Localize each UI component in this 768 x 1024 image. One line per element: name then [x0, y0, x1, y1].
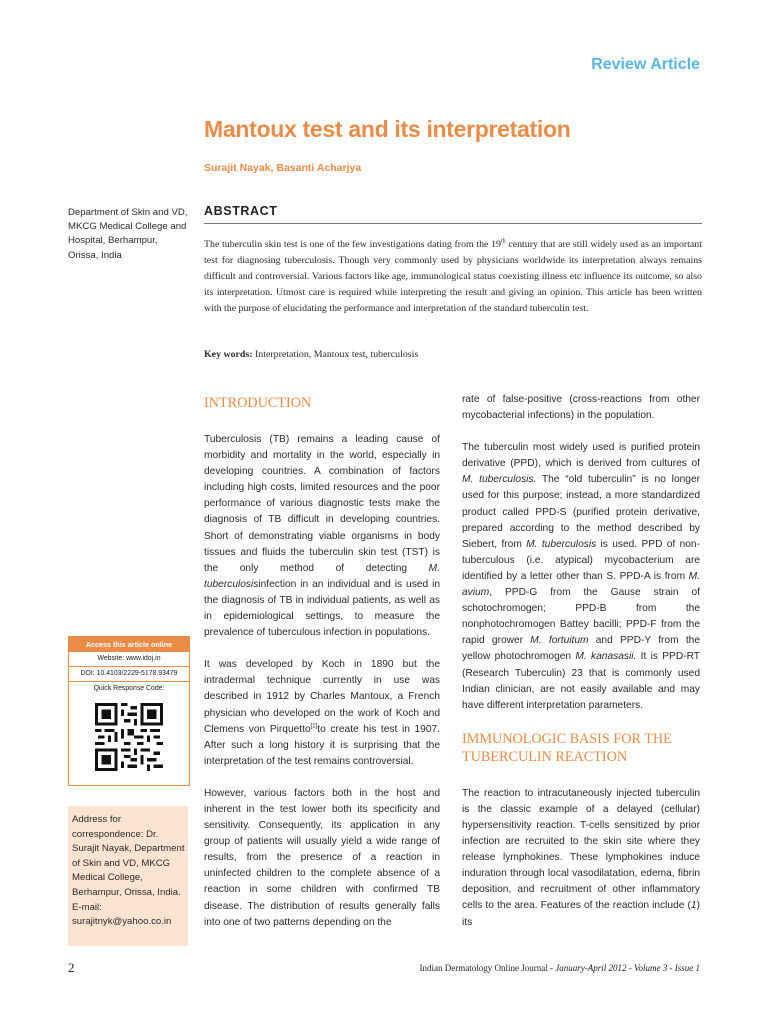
correspondence-box [68, 806, 188, 946]
author-affiliation: Department of Skin and VD, MKCG Medical College and Hospital, Berhampur, Orissa, India [68, 207, 188, 261]
col2-paragraph-2: The tuberculin most widely used is purified protein derivative (PPD), which is derived from cultures of M. tuberculosis. The “old tuberculin” is no longer used for this purpose; instead, a more standardized product called PPD-S (purified protein derivative, prepared according to the method described by Siebert, from M. tuberculosis is used. PPD of non-tuberculous (i.e. atypical) mycobacterium are identified by a letter other than S. PPD-A is from M. avium, PPD-G from the Gause strain of schotochromogen; PPD-B from the nonphotochromogen Battey bacilli; PPD-F from the rapid grower M. fortuitum and PPD-Y from the yellow photochromogen M. kanasasii. It is PPD-RT (Research Tuberculin) 23 that is commonly used Indian clinician, are not easily available and may have different interpretation parameters. [462, 442, 701, 711]
abstract-divider [204, 223, 702, 224]
right-column-body [462, 392, 700, 714]
article-type-label: Review Article [591, 56, 700, 73]
qr-code-icon[interactable] [95, 703, 163, 771]
keywords [204, 349, 418, 360]
intro-paragraph-2: It was developed by Koch in 1890 but the intradermal technique currently in use was described in 1912 by Charles Mantoux, a French physician who developed on the work of Koch and Clemens von Pirquetto[1]to create his test in 1907. After such a long history it is surprising that the interpretation of the test remains controversial. [204, 659, 440, 767]
page-number: 2 [68, 960, 75, 975]
col2-paragraph-1: rate of false-positive (cross-reactions from other mycobacterial infections) in the population. [462, 394, 700, 422]
article-title: Mantoux test and its interpretation [204, 116, 571, 142]
intro-body [204, 432, 440, 931]
article-authors: Surajit Nayak, Basanti Acharjya [204, 162, 362, 174]
keywords-label: Key words: [204, 349, 253, 360]
journal-footer: Indian Dermatology Online Journal - January-April 2012 - Volume 3 - Issue 1 [419, 963, 700, 973]
keywords-list: Interpretation, Mantoux test, tuberculosis [252, 349, 419, 360]
abstract-text: The tuberculin skin test is one of the few investigations dating from the 19th century that are still widely used as an important test for diagnosing tuberculosis. Though very commonly used by physicians worldwide its interpretation always remains difficult and controversial. Various factors like age, immunological status coexisting illness etc influence its outcome, so also its interpretation. Utmost care is required while interpreting the result and giving an opinion. This article has been written with the purpose of elucidating the performance and interpretation of the standard tuberculin test. [204, 238, 702, 314]
access-title: Access this article online [69, 637, 189, 652]
doi-link[interactable]: DOI: 10.4103/2229-5178.93479 [69, 667, 189, 682]
correspondence-text: Address for correspondence: Dr. Surajit Nayak, Department of Skin and VD, MKCG Medical College, Berhampur, Orissa, India. E-mail: surajitnyk@yahoo.co.in [72, 814, 185, 928]
right-column [462, 392, 700, 947]
intro-paragraph-3: However, various factors both in the host and inherent in the test lower both its specificity and sensitivity. Consequently, its application in any group of patients will usually yield a wide range of results, from the presence of a reaction in uninfected children to the complete absence of a reaction in some children with confirmed TB disease. The distribution of results generally falls into one of two patterns depending on the [204, 787, 440, 928]
intro-column [204, 394, 440, 947]
col2-paragraph-3: The reaction to intracutaneously injected tuberculin is the classic example of a delayed (cellular) hypersensitivity reaction. T-cells sensitized by prior infection are recruited to the skin site where they release lymphokines. These lymphokines induce induration through local vasodilatation, edema, fibrin deposition, and recruitment of other inflammatory cells to the area. Features of the reaction include (1) its [462, 787, 700, 928]
intro-paragraph-1: Tuberculosis (TB) remains a leading cause of morbidity and mortality in the world, especially in developing countries. A combination of factors including high costs, limited resources and the poor performance of various diagnostic tests make the diagnosis of TB difficult in developing countries. Short of demonstrating viable organisms in body tissues and fluids the tuberculin skin test (TST) is the only method of detecting M. tuberculosisinfection in an individual and is used in the diagnosis of TB in individual patients, as well as in epidemiological settings, to measure the prevalence of tuberculous infection in populations. [204, 434, 440, 639]
abstract-heading: ABSTRACT [204, 204, 278, 218]
qr-label: Quick Response Code: [93, 685, 165, 692]
immunologic-heading: IMMUNOLOGIC BASIS FOR THE TUBERCULIN REACTION [462, 730, 672, 765]
access-online-box [68, 636, 190, 786]
intro-heading: INTRODUCTION [204, 395, 312, 411]
immunologic-body [462, 786, 700, 931]
website-link[interactable]: Website: www.idoj.in [69, 652, 189, 667]
